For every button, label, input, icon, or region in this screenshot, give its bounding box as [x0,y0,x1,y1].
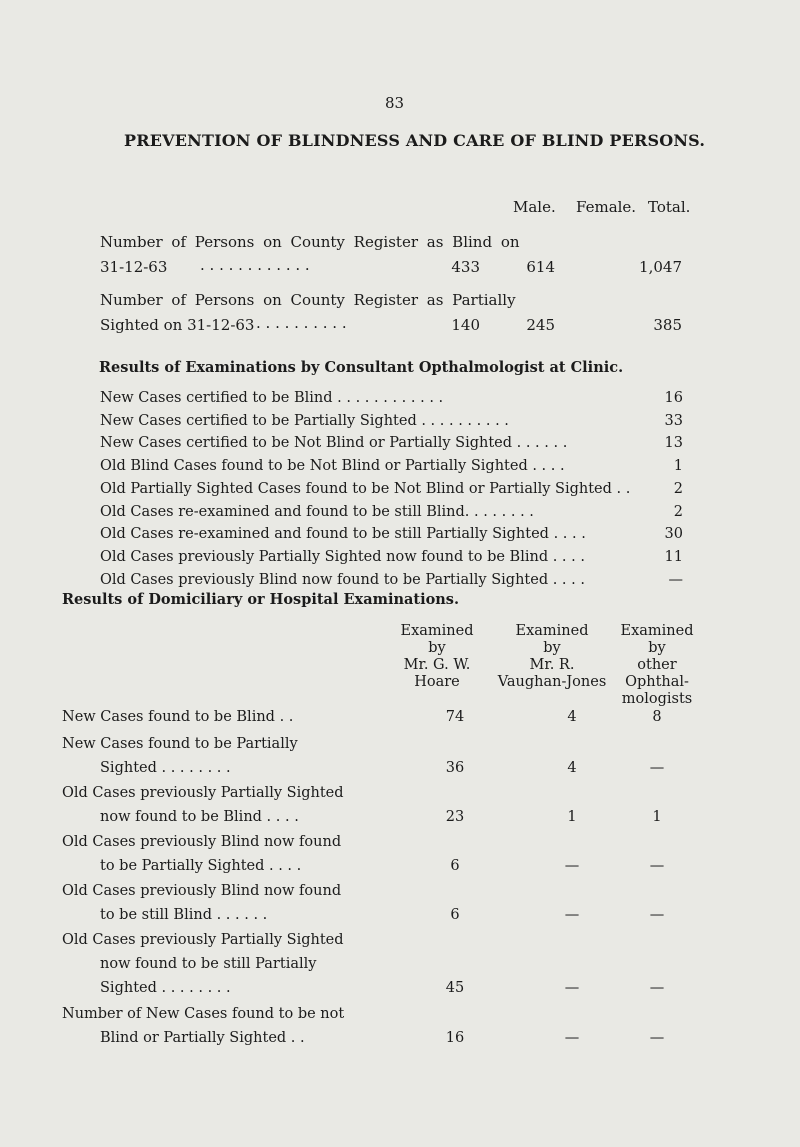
male-value: 433 [451,258,480,276]
domiciliary-row-label: Old Cases previously Partially Sighted [62,932,344,948]
col-header-line: Hoare [414,674,460,690]
register-header-female: Female. [576,198,637,216]
domiciliary-value-col-2: 4 [567,760,577,776]
domiciliary-row-label: Sighted . . . . . . . . [100,980,231,996]
female-value: 614 [526,258,555,276]
domiciliary-row-label: now found to be Blind . . . . [100,809,299,825]
total-value: 385 [653,316,682,334]
domiciliary-value-col-2: — [564,980,580,996]
domiciliary-value-col-2: — [564,858,580,874]
domiciliary-value-col-1: 45 [445,980,465,996]
col-header-line: Vaughan-Jones [497,674,607,690]
domiciliary-value-col-3: — [649,1030,665,1046]
domiciliary-value-col-2: — [564,1030,580,1046]
register-row-label: Number of Persons on County Register as Partially [100,291,516,309]
domiciliary-row-label: to be Partially Sighted . . . . [100,858,302,874]
domiciliary-col-header-vaughan-jones [492,623,612,691]
register-row-date: Sighted on 31-12-63 [100,316,255,334]
clinic-row-value: 13 [664,435,683,452]
domiciliary-value-col-1: 74 [445,709,465,725]
clinic-row-value: 1 [673,458,683,475]
col-header-line: Examined [515,623,589,639]
domiciliary-row-label: to be still Blind . . . . . . [100,907,268,923]
col-header-line: Examined [620,623,694,639]
domiciliary-value-col-1: 36 [445,760,465,776]
clinic-row-value: 11 [664,548,683,565]
domiciliary-value-col-1: 16 [445,1030,465,1046]
col-header-line: other [637,657,677,673]
page-title: PREVENTION OF BLINDNESS AND CARE OF BLIND PERSONS. [124,131,706,150]
register-row-label: Number of Persons on County Register as Blind on [100,233,520,251]
clinic-row-label: Old Blind Cases found to be Not Blind or Partially Sighted . . . . [100,458,565,475]
domiciliary-row-label: Blind or Partially Sighted . . [100,1030,305,1046]
clinic-row-value: — [668,571,683,588]
col-header-line: by [428,640,446,656]
col-header-line: Mr. G. W. [403,657,471,673]
page-number: 83 [385,94,405,112]
domiciliary-value-col-2: 1 [567,809,577,825]
domiciliary-row-label: New Cases found to be Partially [62,736,298,752]
col-header-line: Ophthal- [625,674,689,690]
domiciliary-value-col-3: — [649,858,665,874]
domiciliary-value-col-3: — [649,907,665,923]
domiciliary-value-col-2: — [564,907,580,923]
col-header-line: by [543,640,561,656]
domiciliary-row-label: now found to be still Partially [100,956,317,972]
col-header-line: mologists [621,691,693,707]
domiciliary-value-col-1: 6 [450,858,460,874]
domiciliary-heading: Results of Domiciliary or Hospital Examinations. [62,591,460,608]
clinic-row-label: Old Cases re-examined and found to be still Blind. . . . . . . . [100,503,534,520]
domiciliary-row-label: Old Cases previously Partially Sighted [62,785,344,801]
domiciliary-row-label: Old Cases previously Blind now found [62,834,342,850]
clinic-row-label: Old Partially Sighted Cases found to be Not Blind or Partially Sighted . . [100,480,631,497]
clinic-row-label: New Cases certified to be Not Blind or Partially Sighted . . . . . . [100,435,568,452]
clinic-heading: Results of Examinations by Consultant Opthalmologist at Clinic. [99,359,624,376]
domiciliary-row-label: Old Cases previously Blind now found [62,883,342,899]
clinic-row-label: Old Cases previously Partially Sighted now found to be Blind . . . . [100,548,585,565]
col-header-line: by [648,640,666,656]
clinic-row-value: 33 [664,412,683,429]
leader-dots: . . . . . . . . . . . . [200,256,310,274]
domiciliary-value-col-3: 1 [652,809,662,825]
register-header-male: Male. [513,198,556,216]
domiciliary-col-header-hoare [392,623,482,691]
clinic-row-label: Old Cases previously Blind now found to be Partially Sighted . . . . [100,571,585,588]
domiciliary-row-label: New Cases found to be Blind . . [62,709,294,725]
register-header-total: Total. [648,198,691,216]
domiciliary-value-col-1: 23 [445,809,465,825]
total-value: 1,047 [639,258,682,276]
domiciliary-col-header-other [612,623,702,708]
col-header-line: Mr. R. [529,657,575,673]
domiciliary-value-col-1: 6 [450,907,460,923]
col-header-line: Examined [400,623,474,639]
domiciliary-value-col-3: — [649,760,665,776]
clinic-row-value: 2 [673,480,683,497]
clinic-row-value: 30 [664,526,683,543]
domiciliary-row-label: Sighted . . . . . . . . [100,760,231,776]
domiciliary-value-col-2: 4 [567,709,577,725]
clinic-row-label: New Cases certified to be Blind . . . . . . . . . . . . [100,390,444,406]
domiciliary-value-col-3: — [649,980,665,996]
clinic-row-value: 2 [673,503,683,520]
domiciliary-row-label: Number of New Cases found to be not [62,1006,345,1022]
male-value: 140 [451,316,480,334]
domiciliary-value-col-3: 8 [652,709,662,725]
female-value: 245 [526,316,555,334]
register-row-date: 31-12-63 [100,258,168,276]
leader-dots: . . . . . . . . . . [256,314,347,332]
clinic-row-value: 16 [664,390,683,406]
clinic-row-label: New Cases certified to be Partially Sighted . . . . . . . . . . [100,412,509,429]
clinic-row-label: Old Cases re-examined and found to be still Partially Sighted . . . . [100,526,586,543]
